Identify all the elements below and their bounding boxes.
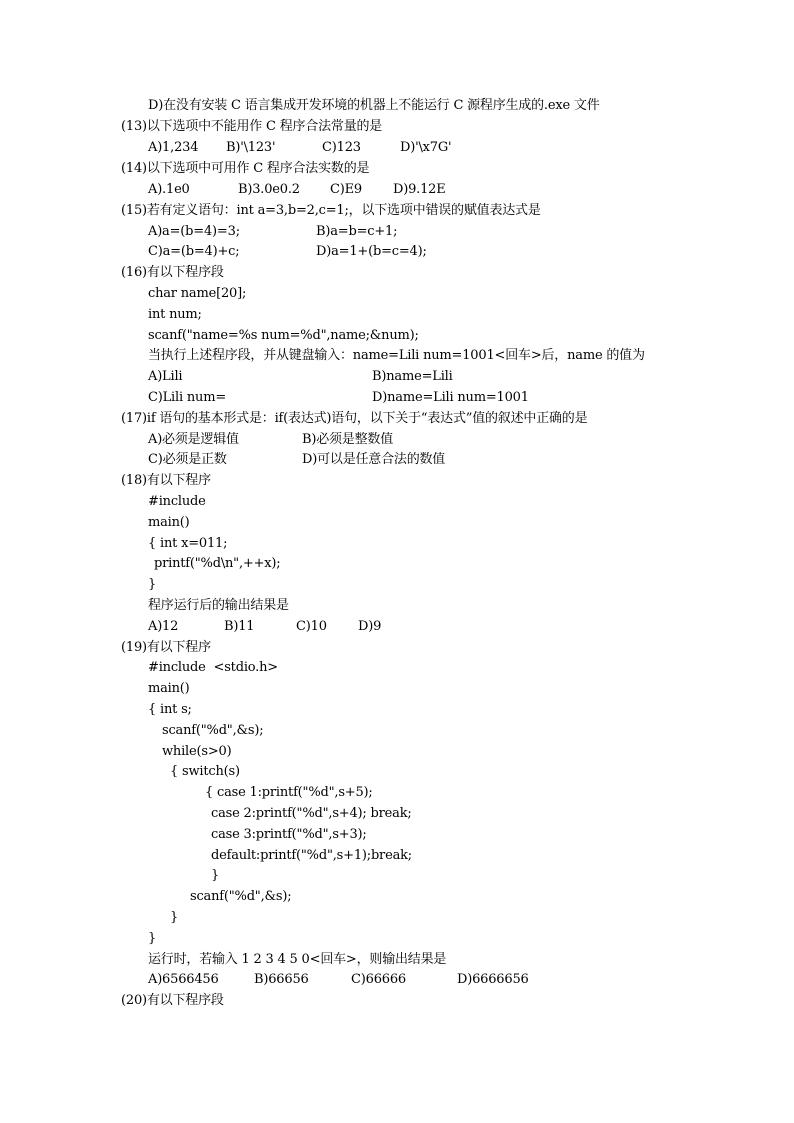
q18-option-b: B)11 [224,619,255,634]
q16-option-c: C)Lili num= [148,390,227,405]
q17-option-d: D)可以是任意合法的数值 [302,452,446,467]
code-line: case 3:printf("%d",s+3); [211,827,367,842]
q15-question: (15)若有定义语句：int a=3,b=2,c=1;，以下选项中错误的赋值表达式是 [121,203,541,218]
code-line: #include [148,494,206,509]
code-line: #include <stdio.h> [148,660,278,675]
code-line: while(s>0) [162,744,232,759]
code-line: case 2:printf("%d",s+4); break; [211,806,412,821]
q18-option-c: C)10 [296,619,327,634]
q13-option-b: B)'\123' [226,140,276,155]
q17-question: (17)if 语句的基本形式是：if(表达式)语句，以下关于“表达式”值的叙述中正确的是 [121,411,588,426]
code-line: { case 1:printf("%d",s+5); [205,785,373,800]
code-line: } [211,868,220,883]
q15-option-c: C)a=(b=4)+c; [148,244,240,259]
q19-prompt: 运行时，若输入 1 2 3 4 5 0<回车>，则输出结果是 [148,952,447,967]
q14-option-d: D)9.12E [393,182,446,197]
q13-option-d: D)'\x7G' [400,140,452,155]
code-line: { int s; [148,702,192,717]
q14-question: (14)以下选项中可用作 C 程序合法实数的是 [121,161,370,176]
q12-option-d: D)在没有安装 C 语言集成开发环境的机器上不能运行 C 源程序生成的.exe 文件 [148,98,600,113]
q15-option-b: B)a=b=c+1; [316,224,398,239]
q15-option-d: D)a=1+(b=c=4); [316,244,427,259]
q16-question: (16)有以下程序段 [121,265,224,280]
q16-option-d: D)name=Lili num=1001 [372,390,529,405]
q14-option-a: A).1e0 [148,182,190,197]
q15-option-a: A)a=(b=4)=3; [148,224,240,239]
q19-option-c: C)66666 [351,972,406,987]
q16-prompt: 当执行上述程序段，并从键盘输入：name=Lili num=1001<回车>后，name 的值为 [148,348,645,363]
q13-option-a: A)1,234 [148,140,199,155]
code-line: main() [148,681,190,696]
q16-option-a: A)Lili [148,369,183,384]
code-line: { int x=011; [148,536,228,551]
q17-option-a: A)必须是逻辑值 [148,432,239,447]
code-line: scanf("name=%s num=%d",name;&num); [148,328,419,343]
q13-question: (13)以下选项中不能用作 C 程序合法常量的是 [121,119,383,134]
code-line: main() [148,515,190,530]
q18-option-a: A)12 [148,619,179,634]
q19-option-a: A)6566456 [148,972,219,987]
q18-question: (18)有以下程序 [121,473,211,488]
q16-option-b: B)name=Lili [372,369,453,384]
code-line: scanf("%d",&s); [162,723,264,738]
q19-question: (19)有以下程序 [121,640,211,655]
q19-option-b: B)66656 [254,972,309,987]
code-line: char name[20]; [148,286,247,301]
q17-option-c: C)必须是正数 [148,452,227,467]
q17-option-b: B)必须是整数值 [302,432,394,447]
q18-option-d: D)9 [358,619,382,634]
q19-option-d: D)6666656 [457,972,529,987]
code-line: default:printf("%d",s+1);break; [211,848,412,863]
code-line: } [148,931,157,946]
code-line: printf("%d\n",++x); [154,556,281,571]
code-line: scanf("%d",&s); [190,889,292,904]
q14-option-c: C)E9 [330,182,362,197]
q18-prompt: 程序运行后的输出结果是 [148,598,289,613]
code-line: } [170,910,179,925]
code-line: int num; [148,307,202,322]
q20-question: (20)有以下程序段 [121,993,224,1008]
q14-option-b: B)3.0e0.2 [238,182,300,197]
code-line: } [148,577,157,592]
q13-option-c: C)123 [322,140,361,155]
code-line: { switch(s) [170,764,240,779]
